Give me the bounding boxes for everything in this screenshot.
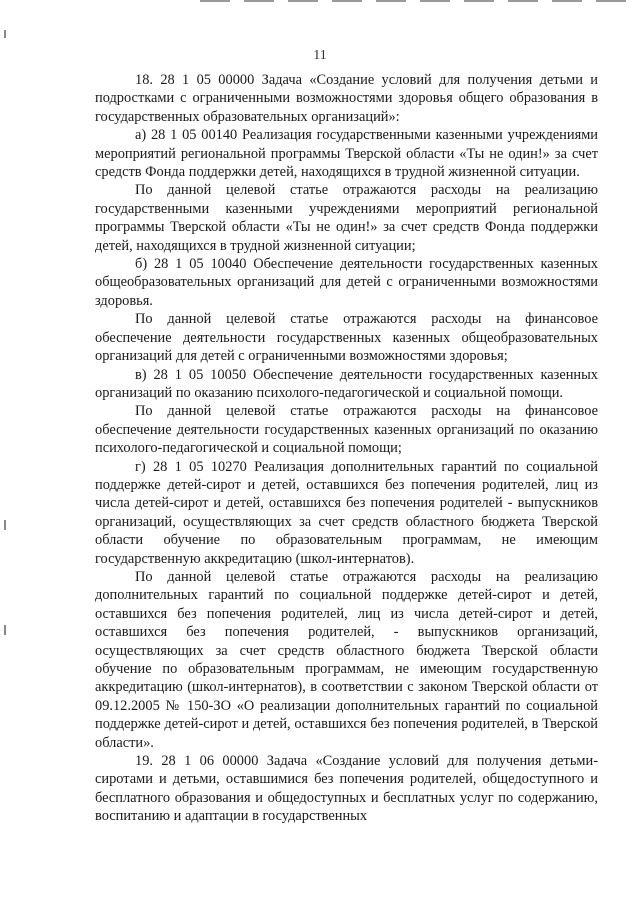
document-body: [95, 71, 598, 826]
paragraph-item-g-description: По данной целевой статье отражаются расходы на реализацию дополнительных гарантий по социальной поддержке детей-сирот и детей, оставшихся без попечения родителей, лиц из числа детей-сирот и детей, оставшихся без попечения родителей, - выпускников организаций, осуществляющих за счет средств областного бюджета Тверской области обучение по образовательным программам, не имеющим государственную аккредитацию (школ-интернатов), в соответствии с законом Тверской области от 09.12.2005 № 150-ЗО «О реализации дополнительных гарантий по социальной поддержке детей-сирот и детей, оставшихся без попечения родителей, в Тверской области».: [95, 568, 598, 751]
scan-margin-mark: [4, 625, 6, 635]
paragraph-item-v-description: По данной целевой статье отражаются расходы на финансовое обеспечение деятельности государственных казенных организаций по оказанию психолого-педагогической и социальной помощи;: [95, 403, 598, 457]
paragraph-item-v: в) 28 1 05 10050 Обеспечение деятельности государственных казенных организаций по оказанию психолого-педагогической и социальной помощи.: [95, 366, 598, 401]
paragraph-item-g: г) 28 1 05 10270 Реализация дополнительных гарантий по социальной поддержке детей-сирот и детей, оставшихся без попечения родителей, лиц из числа детей-сирот и детей, оставшихся без попечения родителей - выпускников организаций, осуществляющих за счет средств областного бюджета Тверской области обучение по образовательным программам, не имеющим государственную аккредитацию (школ-интернатов).: [95, 458, 598, 567]
paragraph-item-b: б) 28 1 05 10040 Обеспечение деятельности государственных казенных общеобразовательных организаций для детей с ограниченными возможностями здоровья.: [95, 256, 598, 309]
scan-margin-mark: [4, 30, 6, 38]
paragraph-task-19: 19. 28 1 06 00000 Задача «Создание условий для получения детьми-сиротами и детьми, оставшимися без попечения родителей, общедоступного и бесплатного образования и общедоступных и бесплатных услуг по содержанию, воспитанию и адаптации в государственных: [95, 753, 598, 825]
paragraph-item-a-description: По данной целевой статье отражаются расходы на реализацию государственными казенными учреждениями мероприятий региональной программы Тверской области «Ты не один!» за счет средств Фонда поддержки детей, находящихся в трудной жизненной ситуации;: [95, 182, 598, 254]
scan-edge-marks: [200, 0, 640, 2]
page-number: 11: [313, 48, 327, 63]
paragraph-task-18: 18. 28 1 05 00000 Задача «Создание условий для получения детьми и подростками с ограниченными возможностями здоровья общего образования в государственных образовательных организаций»:: [95, 72, 598, 125]
paragraph-item-b-description: По данной целевой статье отражаются расходы на финансовое обеспечение деятельности государственных казенных общеобразовательных организаций для детей с ограниченными возможностями здоровья;: [95, 311, 598, 365]
scan-margin-mark: [4, 520, 6, 530]
paragraph-item-a: а) 28 1 05 00140 Реализация государственными казенными учреждениями мероприятий региональной программы Тверской области «Ты не один!» за счет средств Фонда поддержки детей, находящихся в трудной жизненной ситуации.: [95, 127, 598, 181]
